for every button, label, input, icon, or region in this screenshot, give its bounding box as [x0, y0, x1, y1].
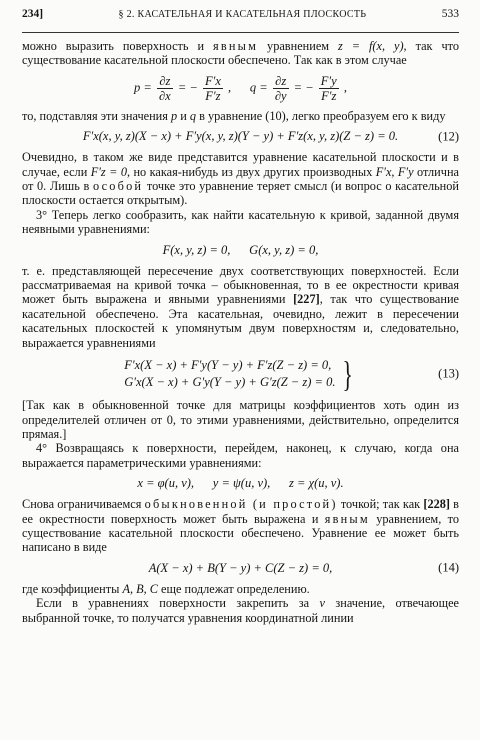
equation-13: F′x(X − x) + F′y(Y − y) + F′z(Z − z) = 0, G′x(X − x) + G′y(Y − y) + G′z(Z − z) = 0. } (13): [124, 354, 459, 395]
equation-p-q: p = $\frac{\partial z}{\partial x}$ = − $\frac{F'x}{F'z}$ , q = $\frac{\partial z}{\partial y}$ = − $\frac{F'y}{F'z}$ ,: [134, 73, 347, 103]
running-header: [22, 0, 459, 30]
header-rule: [22, 32, 459, 33]
equation-12: F′x(x, y, z)(X − x) + F′y(x, y, z)(Y − y) + F′z(x, y, z)(Z − z) = 0. (12): [82, 129, 459, 144]
page-number: 533: [441, 8, 459, 20]
brace-symbol: }: [342, 354, 354, 395]
paragraph-matrix-note: [Так как в обыкновенной точке для матрицы коэффициентов хоть один из определителей отличен от 0, то этими уравнениями, действительно, определится прямая.]: [22, 398, 459, 441]
equation-number: (12): [438, 129, 459, 144]
paragraph-substitution: то, подставляя эти значения p и q в уравнение (10), легко преобразуем его к виду: [22, 108, 446, 123]
section-title: § 2. КАСАТЕЛЬНАЯ И КАСАТЕЛЬНАЯ ПЛОСКОСТЬ: [118, 9, 367, 20]
paragraph-curve-intro: 3° Теперь легко сообразить, как найти касательную к кривой, заданной двумя неявными уравнениями:: [22, 207, 459, 237]
paragraph-coordinate-line: Если в уравнениях поверхности закрепить за v значение, отвечающее выбранной точке, то получатся уравнения координатной линии: [22, 596, 459, 625]
equation-number: (13): [438, 366, 459, 381]
paragraph-coefficients: где коэффициенты A, B, C еще подлежат определению.: [22, 581, 310, 596]
paragraph-special-point: Очевидно, в таком же виде представится уравнение касательной плоскости и в случае, если F′z = 0, но какая-нибудь из двух других производных F′x, F′y отлична от 0. Лишь в особой точке это уравнение теряет смысл (и вопрос о касательной плоскости остается открытым).: [22, 150, 459, 208]
paragraph-explicit-form: можно выразить поверхность и явным уравнением z = f(x, y), так что существование касательной плоскости обеспечено. Так как в этом случае: [22, 39, 460, 68]
page-section-number: 234]: [22, 8, 44, 20]
paragraph-intersection: т. е. представляющей пересечение двух соответствующих поверхностей. Если рассматриваемая на кривой точка – обыкновенная, то в ее окрестности кривая может быть выражена и явными уравнениями [227], так что существование касательной обеспечено. Эта касательная, очевидно, лежит в пересечении касательных плоскостей к упомянутым двум поверхностям и, следовательно, выражается уравнениями: [22, 263, 459, 350]
equation-parametric: x = φ(u, v), y = ψ(u, v), z = χ(u, v).: [137, 476, 344, 491]
equation-number: (14): [438, 560, 459, 575]
equation-f-g: F(x, y, z) = 0, G(x, y, z) = 0,: [162, 242, 319, 257]
equation-14: A(X − x) + B(Y − y) + C(Z − z) = 0, (14): [148, 560, 459, 575]
paragraph-ordinary-point: Снова ограничиваемся обыкновенной (и простой) точкой; так как [228] в ее окрестности поверхность может быть выражена и явным уравнением, то существование касательной плоскости обеспечено. Уравнение ее может быть написано в виде: [22, 497, 459, 555]
paragraph-parametric-intro: 4° Возвращаясь к поверхности, перейдем, наконец, к случаю, когда она выражается параметрическими уравнениями:: [22, 441, 459, 470]
